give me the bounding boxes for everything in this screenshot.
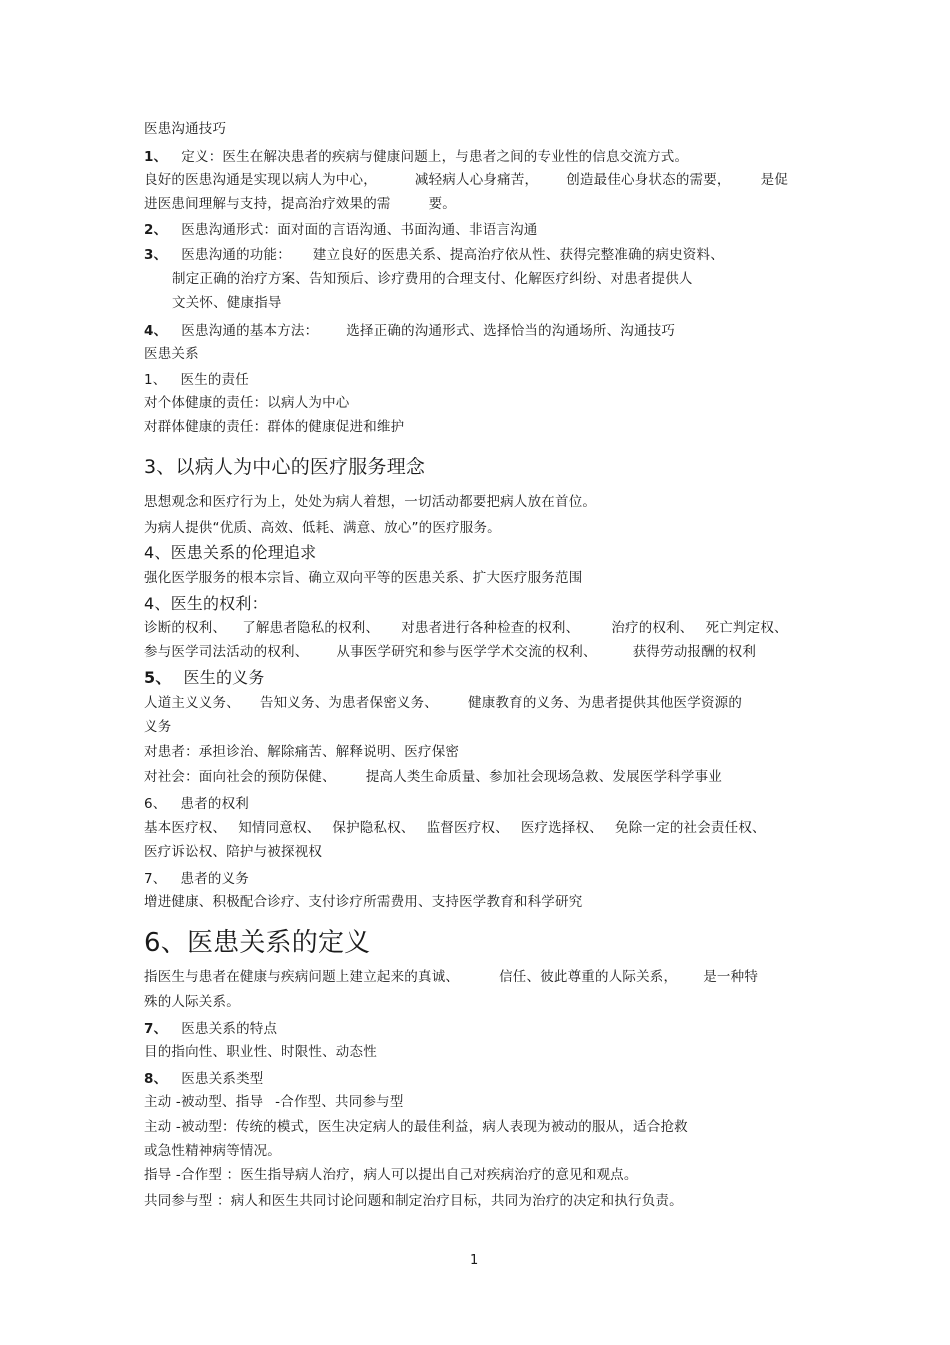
- item-functions: [144, 246, 724, 264]
- text-segment: 诊断的权利、: [144, 620, 227, 636]
- text-segment: 治疗的权利、: [611, 620, 694, 636]
- text-segment: 是一种特: [703, 969, 759, 985]
- paragraph-line: 主动 -被动型：传统的模式，医生决定病人的最佳利益，病人表现为被动的服从，适合抢救: [144, 1119, 688, 1135]
- heading-relationship-definition: [144, 927, 370, 959]
- text-segment: -合作型、共同参与型: [275, 1094, 404, 1110]
- item-number: 8、: [144, 1071, 168, 1087]
- item-number: 5、: [144, 668, 172, 687]
- item-relationship-types: [144, 1070, 264, 1088]
- text-segment: 基本医疗权、: [144, 820, 227, 836]
- paragraph-line: 目的指向性、职业性、时限性、动态性: [144, 1044, 377, 1060]
- text-segment: 医疗选择权、: [520, 820, 604, 836]
- paragraph-line: 对个体健康的责任：以病人为中心: [144, 395, 350, 411]
- paragraph-line: 指导 -合作型 ：医生指导病人治疗，病人可以提出自己对疾病治疗的意见和观点。: [144, 1167, 638, 1183]
- text-segment: 是促: [760, 172, 789, 188]
- paragraph-line: 医疗诉讼权、陪护与被探视权: [144, 844, 323, 860]
- text-segment: 信任、彼此尊重的人际关系，: [499, 969, 678, 985]
- text-segment: 进医患间理解与支持，提高治疗效果的需: [144, 196, 391, 212]
- paragraph-line: 或急性精神病等情况。: [144, 1143, 281, 1159]
- text-segment: 从事医学研究和参与医学学术交流的权利、: [336, 644, 597, 660]
- item-number: 1、: [144, 149, 168, 165]
- item-text: 建立良好的医患关系、提高治疗依从性、获得完整准确的病史资料、: [312, 247, 724, 263]
- text-segment: 指医生与患者在健康与疾病问题上建立起来的真诚、: [144, 969, 460, 985]
- item-doctor-responsibility: [144, 371, 249, 389]
- paragraph-line: [144, 195, 456, 213]
- paragraph-line: 思想观念和医疗行为上，处处为病人着想，一切活动都要把病人放在首位。: [144, 494, 597, 510]
- item-methods: [144, 322, 675, 340]
- item-patient-rights: [144, 795, 249, 813]
- item-text: 医患关系的特点: [181, 1021, 278, 1037]
- heading-text: 3、以病人为中心的医疗服务理念: [144, 456, 426, 478]
- paragraph-line: 强化医学服务的根本宗旨、确立双向平等的医患关系、扩大医疗服务范围: [144, 570, 583, 586]
- paragraph-line: 殊的人际关系。: [144, 994, 240, 1010]
- text-segment: 参与医学司法活动的权利、: [144, 644, 309, 660]
- paragraph-line: [144, 643, 756, 661]
- paragraph-line: 增进健康、积极配合诊疗、支付诊疗所需费用、支持医学教育和科学研究: [144, 894, 583, 910]
- item-number: 4、: [144, 323, 168, 339]
- text-segment: 创造最佳心身状态的需要，: [566, 172, 731, 188]
- item-text: 患者的权利: [180, 796, 249, 812]
- text-segment: 良好的医患沟通是实现以病人为中心，: [144, 172, 377, 188]
- paragraph-line: [144, 1093, 404, 1111]
- page-number: 1: [470, 1253, 479, 1268]
- paragraph-line: 对患者：承担诊治、解除痛苦、解释说明、医疗保密: [144, 744, 460, 760]
- item-number: 3、: [144, 247, 168, 263]
- paragraph-line: 文关怀、健康指导: [172, 295, 282, 311]
- item-relationship-features: [144, 1020, 277, 1038]
- paragraph-line: [144, 619, 788, 637]
- item-text: 患者的义务: [180, 871, 249, 887]
- text-segment: 了解患者隐私的权利、: [242, 620, 380, 636]
- item-text: 医患关系类型: [181, 1071, 264, 1087]
- text-segment: 免除一定的社会责任权、: [615, 820, 766, 836]
- item-text: 选择正确的沟通形式、选择恰当的沟通场所、沟通技巧: [346, 323, 676, 339]
- text-segment: 要。: [428, 196, 457, 212]
- item-number: 7、: [144, 871, 167, 887]
- paragraph-line: [144, 171, 788, 189]
- text-segment: 人道主义义务、: [144, 695, 240, 711]
- item-label: 医患沟通的功能：: [181, 247, 291, 263]
- text-segment: 减轻病人心身痛苦，: [414, 172, 539, 188]
- paragraph-line: [144, 768, 722, 786]
- item-label: 医患沟通的基本方法：: [181, 323, 319, 339]
- text-segment: 获得劳动报酬的权利: [632, 644, 757, 660]
- text-segment: 健康教育的义务、为患者提供其他医学资源的: [468, 695, 743, 711]
- item-number: 1、: [144, 372, 167, 388]
- paragraph-line: [144, 819, 766, 837]
- text-segment: 知情同意权、: [238, 820, 321, 836]
- item-patient-duties: [144, 870, 249, 888]
- item-text: 医患沟通形式：面对面的言语沟通、书面沟通、非语言沟通: [181, 222, 538, 238]
- text-segment: 告知义务、为患者保密义务、: [259, 695, 439, 711]
- doc-title: 医患沟通技巧: [144, 121, 227, 137]
- item-text: 医生的责任: [180, 372, 249, 388]
- paragraph-line: [144, 968, 758, 986]
- item-text: 定义：医生在解决患者的疾病与健康问题上，与患者之间的专业性的信息交流方式。: [181, 149, 689, 165]
- heading-doctor-rights: 4、医生的权利：: [144, 594, 268, 613]
- paragraph-line: 制定正确的治疗方案、告知预后、诊疗费用的合理支付、化解医疗纠纷、对患者提供人: [172, 271, 693, 287]
- item-number: 6、: [144, 796, 167, 812]
- text-segment: 主动 -被动型、指导: [144, 1094, 264, 1110]
- text-segment: 保护隐私权、: [332, 820, 415, 836]
- paragraph-line: 义务: [144, 719, 172, 735]
- heading-text: 6、医患关系的定义: [144, 928, 371, 958]
- paragraph-line: 共同参与型 ：病人和医生共同讨论问题和制定治疗目标，共同为治疗的决定和执行负责。: [144, 1193, 683, 1209]
- item-definition: [144, 148, 688, 166]
- paragraph-line: [144, 694, 742, 712]
- paragraph-line: 对群体健康的责任：群体的健康促进和维护: [144, 419, 405, 435]
- text-segment: 监督医疗权、: [426, 820, 509, 836]
- paragraph-line: 为病人提供“优质、高效、低耗、满意、放心”的医疗服务。: [144, 520, 501, 536]
- text-segment: 对社会：面向社会的预防保健、: [144, 769, 336, 785]
- text-segment: 提高人类生命质量、参加社会现场急救、发展医学科学事业: [365, 769, 723, 785]
- heading-ethics: 4、医患关系的伦理追求: [144, 543, 317, 562]
- text-segment: 对患者进行各种检查的权利、: [401, 620, 580, 636]
- item-number: 2、: [144, 222, 168, 238]
- item-number: 7、: [144, 1021, 168, 1037]
- heading-text: 医生的义务: [183, 668, 265, 687]
- heading-patient-centered: [144, 455, 425, 479]
- item-forms: [144, 221, 538, 239]
- heading-doctor-duties: [144, 668, 265, 688]
- section-title: 医患关系: [144, 346, 199, 362]
- text-segment: 死亡判定权、: [705, 620, 788, 636]
